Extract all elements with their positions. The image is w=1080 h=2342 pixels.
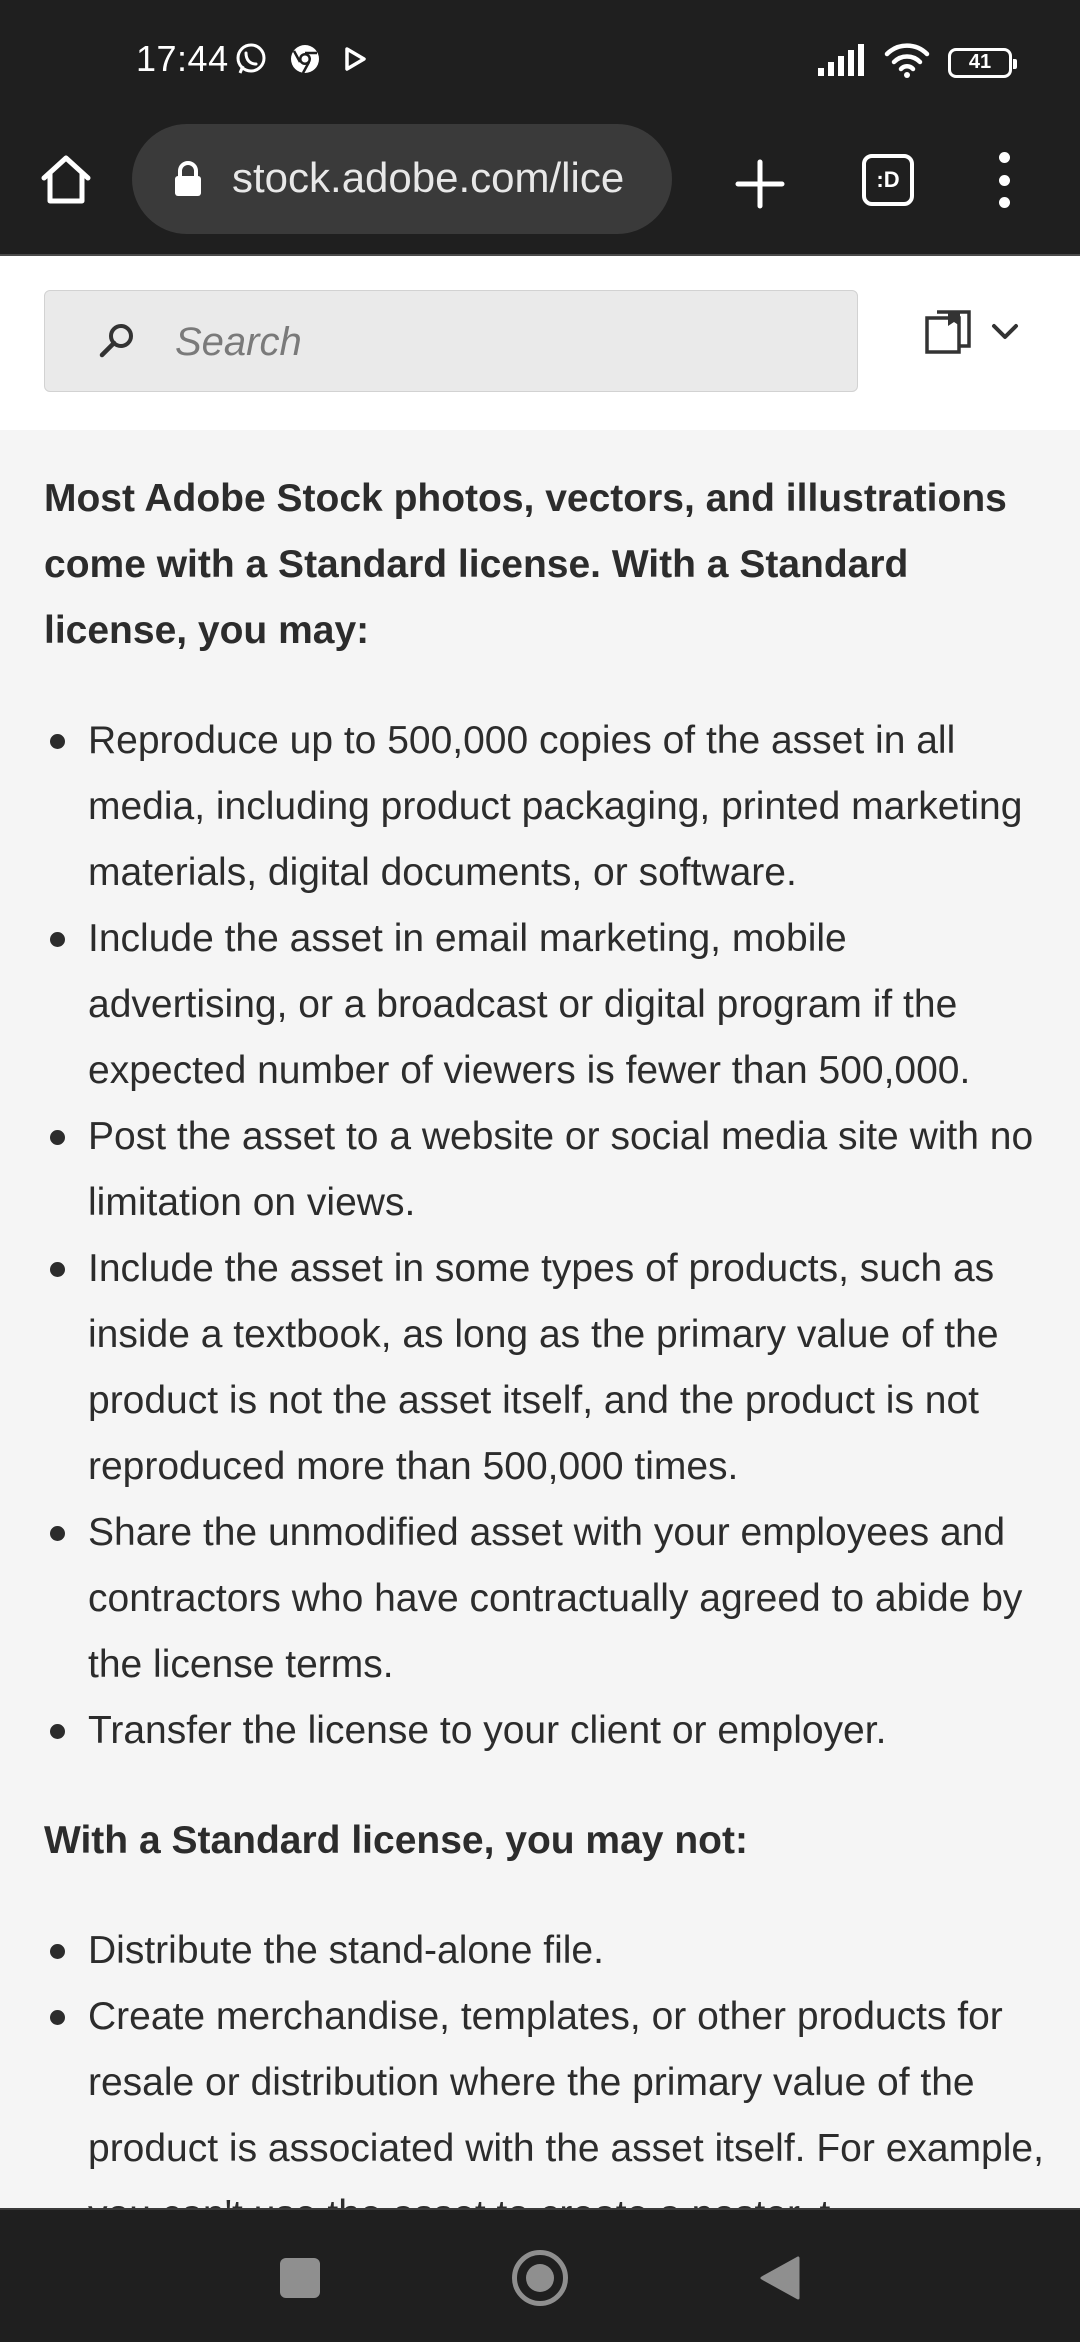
home-icon-inner xyxy=(526,2264,554,2292)
search-box[interactable] xyxy=(44,290,858,392)
license-article xyxy=(44,466,1044,2248)
url-text: stock.adobe.com/lice xyxy=(232,154,625,201)
back-icon[interactable] xyxy=(758,2254,802,2307)
tabs-button[interactable] xyxy=(862,154,914,206)
status-system-icons xyxy=(816,42,1012,83)
wifi-icon xyxy=(884,42,930,83)
home-icon[interactable] xyxy=(512,2250,568,2306)
navigation-bar xyxy=(0,2208,1080,2342)
recents-icon[interactable] xyxy=(280,2258,320,2298)
play-icon xyxy=(342,44,368,79)
address-bar[interactable] xyxy=(132,124,672,234)
new-tab-button[interactable] xyxy=(728,152,792,216)
plus-icon xyxy=(734,158,786,210)
chevron-down-icon xyxy=(990,321,1020,348)
may-list xyxy=(44,708,1044,1764)
home-button[interactable] xyxy=(34,148,98,212)
chrome-icon xyxy=(288,42,322,81)
may-not-list-item: Create merchandise, templates, or other products for resale or distribution where the primary value of the product is associated with the asset itself. For example, xyxy=(44,1984,1044,2248)
menu-dot xyxy=(999,197,1010,208)
menu-icon[interactable] xyxy=(984,148,1024,212)
license-intro: Most Adobe Stock photos, vectors, and illustrations come with a Standard license. With a Standard license, you may: xyxy=(44,477,1007,652)
may-list-item: Include the asset in email marketing, mobile advertising, or a broadcast or digital program if the expected number of viewers is fewer than 500,000. xyxy=(44,906,1044,1104)
status-notification-icons xyxy=(234,42,368,81)
may-not-list-item: Distribute the stand-alone file. xyxy=(44,1918,1044,1984)
whatsapp-icon xyxy=(234,42,268,81)
home-icon xyxy=(38,152,94,208)
browser-toolbar xyxy=(0,120,1080,256)
may-not-list xyxy=(44,1918,1044,2248)
may-list-item: Reproduce up to 500,000 copies of the asset in all media, including product packaging, printed marketing materials, digital documents, or software. xyxy=(44,708,1044,906)
status-time: 17:44 xyxy=(136,38,229,79)
may-list-item: Include the asset in some types of products, such as inside a textbook, as long as the primary value of the product is not the asset itself, and the product is not reproduced more than 500,000 times. xyxy=(44,1236,1044,1500)
battery-icon xyxy=(948,48,1012,78)
library-icon xyxy=(924,308,972,361)
tabs-count: :D xyxy=(876,167,900,192)
may-list-item: Post the asset to a website or social media site with no limitation on views. xyxy=(44,1104,1044,1236)
menu-dot xyxy=(999,175,1010,186)
menu-dot xyxy=(999,152,1010,163)
battery-level: 41 xyxy=(968,51,992,73)
search-header xyxy=(0,256,1080,430)
library-button[interactable] xyxy=(924,308,1020,361)
status-bar xyxy=(0,0,1080,120)
may-list-item: Transfer the license to your client or employer. xyxy=(44,1698,1044,1764)
may-list-item: Share the unmodified asset with your employees and contractors who have contractually agreed to abide by the license terms. xyxy=(44,1500,1044,1698)
lock-icon xyxy=(172,160,204,203)
search-input[interactable] xyxy=(173,309,827,375)
search-icon xyxy=(97,321,137,366)
signal-icon xyxy=(816,44,866,81)
may-not-heading: With a Standard license, you may not: xyxy=(44,1819,748,1862)
